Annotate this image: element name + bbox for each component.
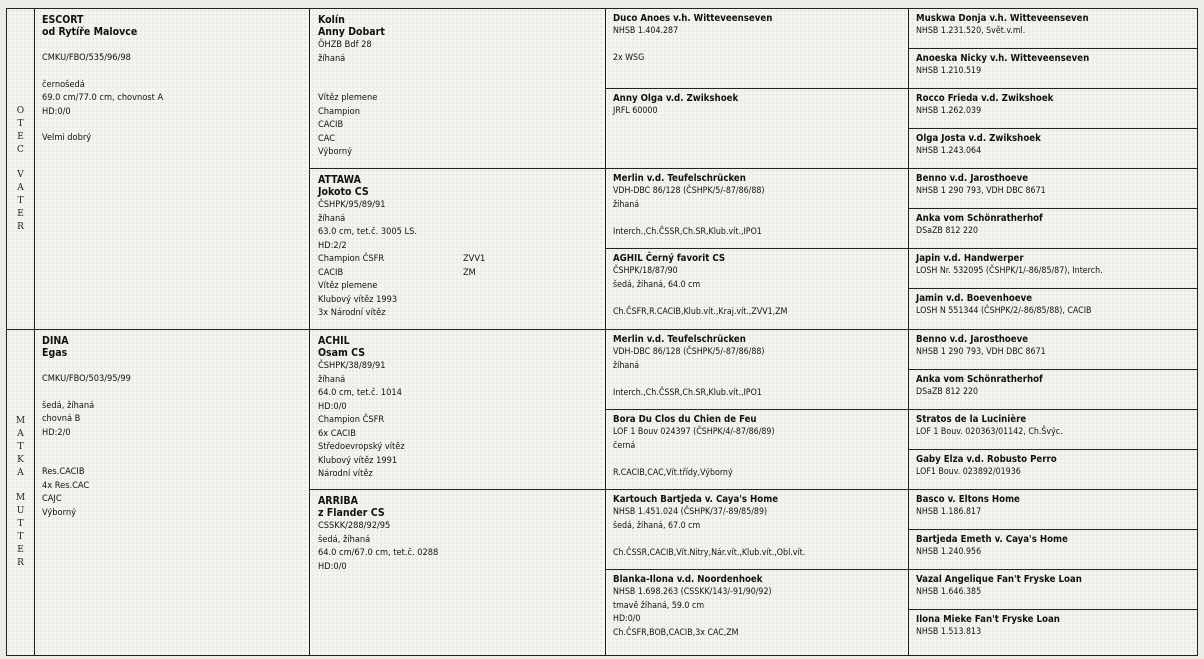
- ancestor-exam: ZM: [463, 266, 476, 278]
- ancestor-name: Olga Josta v.d. Zwikshoek: [916, 133, 1041, 144]
- gen4-cell: [909, 209, 1197, 248]
- ancestor-name: Duco Anoes v.h. Witteveenseven: [613, 13, 773, 24]
- ancestor-info: LOF1 Bouv. 023892/01936: [916, 467, 1021, 477]
- gen3-cell: [606, 169, 908, 248]
- gen3-cell: [606, 410, 908, 489]
- dam-dam-cell: [310, 490, 605, 655]
- ancestor-name: Benno v.d. Jarosthoeve: [916, 334, 1029, 345]
- ancestor-name: Anka vom Schönratherhof: [916, 213, 1043, 224]
- ancestor-name: Bora Du Clos du Chien de Feu: [613, 414, 757, 425]
- ancestor-title: 3x Národní vítěz: [318, 307, 386, 318]
- dam-kennel: Egas: [42, 347, 68, 359]
- ancestor-name: Kolín: [318, 14, 345, 26]
- dam-title: Res.CACIB: [42, 466, 85, 477]
- ancestor-info: šedá, žíhaná, 64.0 cm: [613, 279, 701, 290]
- ancestor-title: Klubový vítěz 1991: [318, 454, 398, 466]
- sire-size: 69.0 cm/77.0 cm, chovnost A: [42, 92, 164, 103]
- sire-dam-cell: [310, 169, 605, 329]
- dam-reg: CMKU/FBO/503/95/99: [42, 373, 131, 384]
- ancestor-name: Jamin v.d. Boevenhoeve: [916, 293, 1033, 304]
- ancestor-title: Národní vítěz: [318, 468, 373, 479]
- gen4-cell: [909, 129, 1197, 168]
- gen4-cell: [909, 89, 1197, 128]
- gen4-cell: [909, 249, 1197, 288]
- gen4-cell: [909, 9, 1197, 48]
- ancestor-info: žíhaná: [613, 360, 640, 371]
- ancestor-info: NHSB 1.646.385: [916, 587, 982, 597]
- ancestor-name: Ilona Mieke Fan't Fryske Loan: [916, 614, 1060, 625]
- ancestor-title: CACIB: [318, 266, 344, 278]
- ancestor-title: Klubový vítěz 1993: [318, 293, 398, 305]
- ancestor-reg: ČSHPK/95/89/91: [318, 199, 386, 210]
- gen4-cell: [909, 450, 1197, 489]
- gen3-cell: [606, 330, 908, 409]
- ancestor-name: Kartouch Bartjeda v. Caya's Home: [613, 494, 779, 505]
- ancestor-name: ARRIBA: [318, 495, 358, 507]
- dam-sire-cell: [310, 330, 605, 489]
- gen3-cell: [606, 89, 908, 168]
- ancestor-info: R.CACIB,CAC,Vít.třídy,Výborný: [613, 467, 733, 478]
- sire-cell: [34, 9, 309, 329]
- ancestor-title: Vítěz plemene: [318, 92, 378, 103]
- ancestor-exam: ZVV1: [463, 253, 486, 264]
- ancestor-info: NHSB 1.262.039: [916, 106, 982, 116]
- ancestor-info: NHSB 1 290 793, VDH DBC 8671: [916, 186, 1046, 196]
- ancestor-kennel: Anny Dobart: [318, 26, 385, 38]
- ancestor-info: černá: [613, 440, 636, 451]
- ancestor-info: LOSH Nr. 532095 (ČSHPK/1/-86/85/87), Interch.: [916, 266, 1103, 276]
- ancestor-name: Gaby Elza v.d. Robusto Perro: [916, 454, 1057, 465]
- ancestor-info: [613, 212, 908, 226]
- gen4-cell: [909, 169, 1197, 208]
- ancestor-info: ČSHPK/18/87/90: [613, 266, 678, 276]
- ancestor-info: [613, 39, 908, 53]
- ancestor-name: Blanka-Ilona v.d. Noordenhoek: [613, 574, 763, 585]
- dam-title: CAJC: [42, 493, 62, 504]
- ancestor-info: [613, 453, 908, 467]
- ancestor-info: Ch.ČSFR,R.CACIB,Klub.vít.,Kraj.vít.,ZVV1,ZM: [613, 306, 788, 317]
- ancestor-info: NHSB 1.210.519: [916, 66, 982, 76]
- ancestor-info: JRFL 60000: [613, 106, 658, 116]
- gen4-cell: [909, 530, 1197, 569]
- ancestor-info: [613, 373, 908, 387]
- ancestor-info: VDH-DBC 86/128 (ČSHPK/5/-87/86/88): [613, 186, 765, 196]
- ancestor-title: Vítěz plemene: [318, 280, 378, 291]
- ancestor-size: 64.0 cm, tet.č. 1014: [318, 387, 402, 398]
- gen3-cell: [606, 570, 908, 655]
- dam-hd: HD:2/0: [42, 426, 71, 438]
- ancestor-info: NHSB 1.231.520, Svět.v.ml.: [916, 26, 1026, 36]
- pedigree-table: [6, 8, 1198, 656]
- ancestor-name: Anka vom Schönratherhof: [916, 374, 1043, 385]
- side-label-mother: M A T K A M U T T E R: [7, 329, 35, 655]
- ancestor-name: Japin v.d. Handwerper: [916, 253, 1024, 264]
- ancestor-title: Champion ČSFR: [318, 414, 385, 425]
- gen4-cell: [909, 330, 1197, 369]
- ancestor-title: CAC: [318, 132, 336, 144]
- ancestor-info: žíhaná: [613, 199, 640, 210]
- gen4-cell: [909, 370, 1197, 409]
- dam-title: Výborný: [42, 506, 76, 518]
- ancestor-name: Rocco Frieda v.d. Zwikshoek: [916, 93, 1054, 104]
- ancestor-name: Stratos de la Lucinière: [916, 414, 1027, 425]
- ancestor-info: [613, 292, 908, 306]
- sire-sire-cell: [310, 9, 605, 168]
- ancestor-info: NHSB 1.243.064: [916, 146, 982, 156]
- gen4-cell: [909, 490, 1197, 529]
- ancestor-info: NHSB 1.698.263 (CSSKK/143/-91/90/92): [613, 587, 772, 597]
- ancestor-info: Interch.,Ch.ČSSR,Ch.SR,Klub.vít.,IPO1: [613, 226, 762, 237]
- dam-title: 4x Res.CAC: [42, 479, 90, 491]
- dam-cell: [34, 330, 309, 655]
- ancestor-info: NHSB 1.240.956: [916, 547, 982, 557]
- ancestor-reg: ÖHZB Bdf 28: [318, 39, 372, 50]
- sire-hd: HD:0/0: [42, 105, 71, 117]
- gen3-cell: [606, 9, 908, 88]
- ancestor-title: CACIB: [318, 119, 344, 130]
- ancestor-info: 2x WSG: [613, 53, 645, 63]
- ancestor-info: NHSB 1.404.287: [613, 26, 679, 36]
- ancestor-name: Merlin v.d. Teufelschrücken: [613, 334, 746, 345]
- ancestor-hd: HD:2/2: [318, 239, 347, 251]
- ancestor-kennel: Jokoto CS: [318, 186, 369, 198]
- ancestor-info: Ch.ČSSR,CACIB,Vít.Nitry,Nár.vít.,Klub.vít.,Obl.vít.: [613, 547, 806, 558]
- ancestor-name: Vazal Angelique Fan't Fryske Loan: [916, 574, 1082, 585]
- ancestor-info: HD:0/0: [613, 614, 641, 624]
- ancestor-color: žíhaná: [318, 52, 346, 64]
- dam-breeding: chovná B: [42, 413, 81, 424]
- ancestor-title: Champion ČSFR: [318, 253, 385, 264]
- ancestor-title: Champion: [318, 105, 360, 117]
- ancestor-name: Bartjeda Emeth v. Caya's Home: [916, 534, 1068, 545]
- dam-name: DINA: [42, 335, 69, 347]
- sire-kennel: od Rytíře Malovce: [42, 26, 138, 38]
- gen4-cell: [909, 610, 1197, 655]
- gen4-cell: [909, 289, 1197, 329]
- sire-color: černošedá: [42, 78, 85, 90]
- ancestor-info: NHSB 1 290 793, VDH DBC 8671: [916, 347, 1046, 357]
- ancestor-info: VDH-DBC 86/128 (ČSHPK/5/-87/86/88): [613, 347, 765, 357]
- ancestor-name: ACHIL: [318, 335, 350, 347]
- ancestor-info: šedá, žíhaná, 67.0 cm: [613, 520, 701, 531]
- ancestor-name: AGHIL Černý favorit CS: [613, 253, 726, 264]
- ancestor-info: Ch.ČSFR,BOB,CACIB,3x CAC,ZM: [613, 627, 739, 638]
- ancestor-name: Benno v.d. Jarosthoeve: [916, 173, 1029, 184]
- ancestor-info: DSaZB 812 220: [916, 387, 979, 397]
- gen4-cell: [909, 49, 1197, 88]
- gen3-cell: [606, 490, 908, 569]
- ancestor-info: NHSB 1.186.817: [916, 507, 982, 517]
- ancestor-color: šedá, žíhaná: [318, 533, 371, 545]
- ancestor-title: Středoevropský vítěz: [318, 441, 405, 452]
- ancestor-info: LOSH N 551344 (ČSHPK/2/-86/85/88), CACIB: [916, 306, 1092, 316]
- ancestor-reg: CSSKK/288/92/95: [318, 520, 391, 531]
- ancestor-name: Muskwa Donja v.h. Witteveenseven: [916, 13, 1089, 24]
- ancestor-title: 6x CACIB: [318, 427, 356, 439]
- ancestor-hd: HD:0/0: [318, 400, 347, 412]
- sire-name: ESCORT: [42, 14, 84, 26]
- ancestor-size: 63.0 cm, tet.č. 3005 LS.: [318, 226, 417, 237]
- gen4-cell: [909, 570, 1197, 609]
- ancestor-name: Anoeska Nicky v.h. Witteveenseven: [916, 53, 1090, 64]
- ancestor-info: NHSB 1.513.813: [916, 627, 982, 637]
- ancestor-info: DSaZB 812 220: [916, 226, 979, 236]
- ancestor-kennel: z Flander CS: [318, 507, 385, 519]
- ancestor-info: Interch.,Ch.ČSSR,Ch.SR,Klub.vít.,IPO1: [613, 387, 762, 398]
- ancestor-size: 64.0 cm/67.0 cm, tet.č. 0288: [318, 547, 439, 558]
- ancestor-hd: HD:0/0: [318, 560, 347, 572]
- ancestor-kennel: Osam CS: [318, 347, 366, 359]
- ancestor-color: žíhaná: [318, 212, 346, 224]
- ancestor-name: Merlin v.d. Teufelschrücken: [613, 173, 746, 184]
- gen3-cell: [606, 249, 908, 329]
- ancestor-info: LOF 1 Bouv. 020363/01142, Ch.Švýc.: [916, 427, 1063, 437]
- ancestor-name: Anny Olga v.d. Zwikshoek: [613, 93, 739, 104]
- side-label-father: O T E C V A T E R: [7, 9, 35, 329]
- ancestor-reg: ČSHPK/38/89/91: [318, 360, 386, 371]
- sire-reg: CMKU/FBO/535/96/98: [42, 52, 131, 63]
- ancestor-info: [613, 533, 908, 547]
- ancestor-info: LOF 1 Bouv 024397 (ČSHPK/4/-87/86/89): [613, 427, 775, 437]
- dam-color: šedá, žíhaná: [42, 399, 95, 411]
- gen4-cell: [909, 410, 1197, 449]
- ancestor-color: žíhaná: [318, 373, 346, 385]
- ancestor-title: Výborný: [318, 146, 352, 157]
- ancestor-info: tmavě žíhaná, 59.0 cm: [613, 600, 705, 611]
- sire-rating: Velmi dobrý: [42, 132, 92, 143]
- ancestor-name: ATTAWA: [318, 174, 361, 186]
- ancestor-info: NHSB 1.451.024 (ČSHPK/37/-89/85/89): [613, 507, 768, 517]
- ancestor-name: Basco v. Eltons Home: [916, 494, 1020, 505]
